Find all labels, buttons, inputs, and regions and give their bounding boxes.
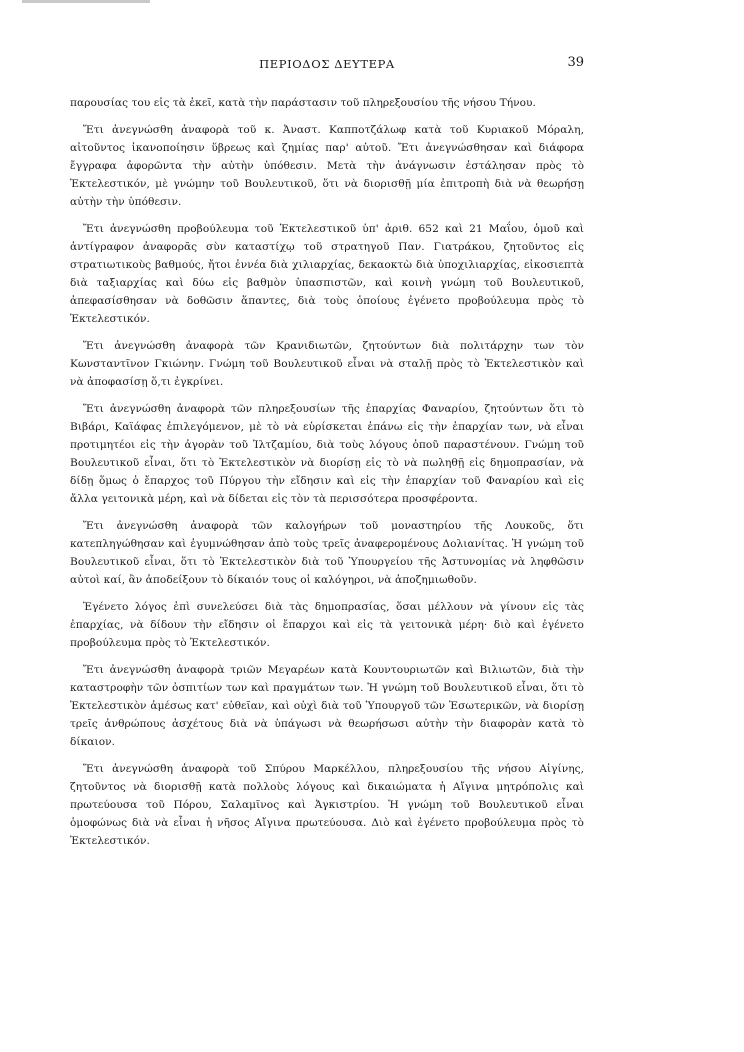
paragraph-megara-petition: Ἔτι ἀνεγνώσθη ἀναφορὰ τριῶν Μεγαρέων κατὰ Κουντουριωτῶν καὶ Βιλιωτῶν, διὰ τὴν καταστροφὴν τῶν ὀσπιτίων των καὶ πραγμάτων των. Ἡ γνώμη τοῦ Βουλευτικοῦ εἶναι, ὅτι τὸ Ἐκτελεστικὸν ἀμέσως κατ' εὐθεῖαν, καὶ οὐχὶ διὰ τοῦ Ὑπουργοῦ τῶν Ἐσωτερικῶν, νὰ διορίσῃ τρεῖς ἀνθρώπους ἀσχέτους διὰ νὰ ὑπάγωσι νὰ θεωρήσωσι αὐτὴν τὴν διαφορὰν κατὰ τὸ δίκαιον. [70, 664, 584, 748]
paragraph-auctions-notice: Ἐγένετο λόγος ἐπὶ συνελεύσει διὰ τὰς δημοπρασίας, ὅσαι μέλλουν νὰ γίνουν εἰς τὰς ἐπαρχίας, νὰ δίδουν τὴν εἴδησιν οἱ ἔπαρχοι καὶ εἰς τὰ γειτονικὰ μέρη· διὸ καὶ ἐγένετο προβούλευμα πρὸς τὸ Ἐκτελεστικόν. [70, 601, 584, 649]
paragraph-aegina-capital: Ἔτι ἀνεγνώσθη ἀναφορὰ τοῦ Σπύρου Μαρκέλλου, πληρεξουσίου τῆς νήσου Αἰγίνης, ζητοῦντος νὰ διορισθῇ κατὰ πολλοὺς λόγους καὶ δικαιώματα ἡ Αἴγινα μητρόπολις καὶ πρωτεύουσα τοῦ Πόρου, Σαλαμῖνος καὶ Ἀγκιστρίου. Ἡ γνώμη τοῦ Βουλευτικοῦ εἶναι ὁμοφώνως διὰ νὰ εἶναι ἡ νῆσος Αἴγινα πρωτεύουσα. Διὸ καὶ ἐγένετο προβούλευμα πρὸς τὸ Ἐκτελεστικόν. [70, 763, 584, 847]
paragraph-giatrakos-ranks: Ἔτι ἀνεγνώσθη προβούλευμα τοῦ Ἐκτελεστικοῦ ὑπ' ἀριθ. 652 καὶ 21 Μαΐου, ὁμοῦ καὶ ἀντίγραφον ἀναφορᾶς σὺν καταστίχῳ τοῦ στρατηγοῦ Παν. Γιατράκου, ζητοῦντος εἰς στρατιωτικοὺς βαθμούς, ἤτοι ἐννέα διὰ χιλιαρχίας, δεκαοκτὼ διὰ ὑποχιλιαρχίας, εἰκοσιεπτὰ διὰ ταξιαρχίας καὶ δύω εἰς βαθμὸν ὑπασπιστῶν, καὶ κοινὴ γνώμη τοῦ Βουλευτικοῦ, ἀπεφασίσθησαν νὰ δοθῶσιν ἅπαντες, διὰ τοὺς ὁποίους ἐγένετο προβούλευμα πρὸς τὸ Ἐκτελεστικόν. [70, 223, 584, 325]
page-header [70, 57, 584, 79]
paragraph-fanari-petition: Ἔτι ἀνεγνώσθη ἀναφορὰ τῶν πληρεξουσίων τῆς ἐπαρχίας Φαναρίου, ζητούντων ὅτι τὸ Βιβάρι, Καϊάφας ἐπιλεγόμενον, μὲ τὸ νὰ εὑρίσκεται ἐπάνω εἰς τὴν ἐπαρχίαν των, νὰ εἶναι προτιμητέοι εἰς τὴν ἀγορὰν τοῦ Ἰλτζαμίου, διὰ τοὺς λόγους ὁποῦ παραστένουν. Γνώμη τοῦ Βουλευτικοῦ εἶναι, ὅτι τὸ Ἐκτελεστικὸν νὰ διορίσῃ εἰς τὸ νὰ πωληθῇ εἰς δημοπρασίαν, νὰ δίδῃ ὅμως ὁ ἔπαρχος τοῦ Πύργου τὴν εἴδησιν καὶ εἰς τὴν ἐπαρχίαν τοῦ Φαναρίου καὶ εἰς ἄλλα γειτονικὰ μέρη, καὶ νὰ δίδεται εἰς τὸν τὰ περισσότερα προσφέροντα. [70, 403, 584, 505]
body-text [70, 94, 584, 859]
page-number: 39 [567, 55, 584, 70]
paragraph-kranidi-petition: Ἔτι ἀνεγνώσθη ἀναφορὰ τῶν Κρανιδιωτῶν, ζητούντων διὰ πολιτάρχην των τὸν Κωνσταντῖνον Γκιώνην. Γνώμη τοῦ Βουλευτικοῦ εἶναι νὰ σταλῇ πρὸς τὸ Ἐκτελεστικὸν καὶ νὰ ἀποφασίσῃ ὅ,τι ἐγκρίνει. [70, 340, 584, 388]
running-title: ΠΕΡΙΟΔΟΣ ΔΕΥΤΕΡΑ [259, 57, 395, 71]
paragraph-kappotzalof-petition: Ἔτι ἀνεγνώσθη ἀναφορὰ τοῦ κ. Ἀναστ. Καπποτζάλωφ κατὰ τοῦ Κυριακοῦ Μόραλη, αἰτοῦντος ἱκανοποίησιν ὕβρεως καὶ ζημίας παρ' αὐτοῦ. Ἔτι ἀνεγνώσθησαν καὶ διάφορα ἔγγραφα ἀφορῶντα τὴν αὐτὴν ὑπόθεσιν. Μετὰ τὴν ἀνάγνωσιν ἐστάλησαν πρὸς τὸ Ἐκτελεστικόν, μὲ γνώμην τοῦ Βουλευτικοῦ, ὅτι νὰ διορισθῇ μία ἐπιτροπὴ διὰ νὰ θεωρήσῃ αὐτὴν τὴν ὑπόθεσιν. [70, 124, 584, 208]
scan-edge-mark [22, 0, 150, 3]
paragraph-loukou-monks: Ἔτι ἀνεγνώσθη ἀναφορὰ τῶν καλογήρων τοῦ μοναστηρίου τῆς Λουκοῦς, ὅτι κατεπληγώθησαν καὶ ἐγυμνώθησαν ἀπὸ τοὺς τρεῖς ἀναφερομένους Δολιανίτας. Ἡ γνώμη τοῦ Βουλευτικοῦ εἶναι, ὅτι τὸ Ἐκτελεστικὸν διὰ τοῦ Ὑπουργείου τῆς Ἀστυνομίας νὰ ληφθῶσιν αὐτοὶ καί, ἂν ἀποδείξουν τὸ δίκαιόν τους οἱ καλόγηροι, νὰ ἀποζημιωθοῦν. [70, 520, 584, 586]
paragraph-continuation: παρουσίας του εἰς τὰ ἐκεῖ, κατὰ τὴν παράστασιν τοῦ πληρεξουσίου τῆς νήσου Τήνου. [70, 97, 536, 109]
